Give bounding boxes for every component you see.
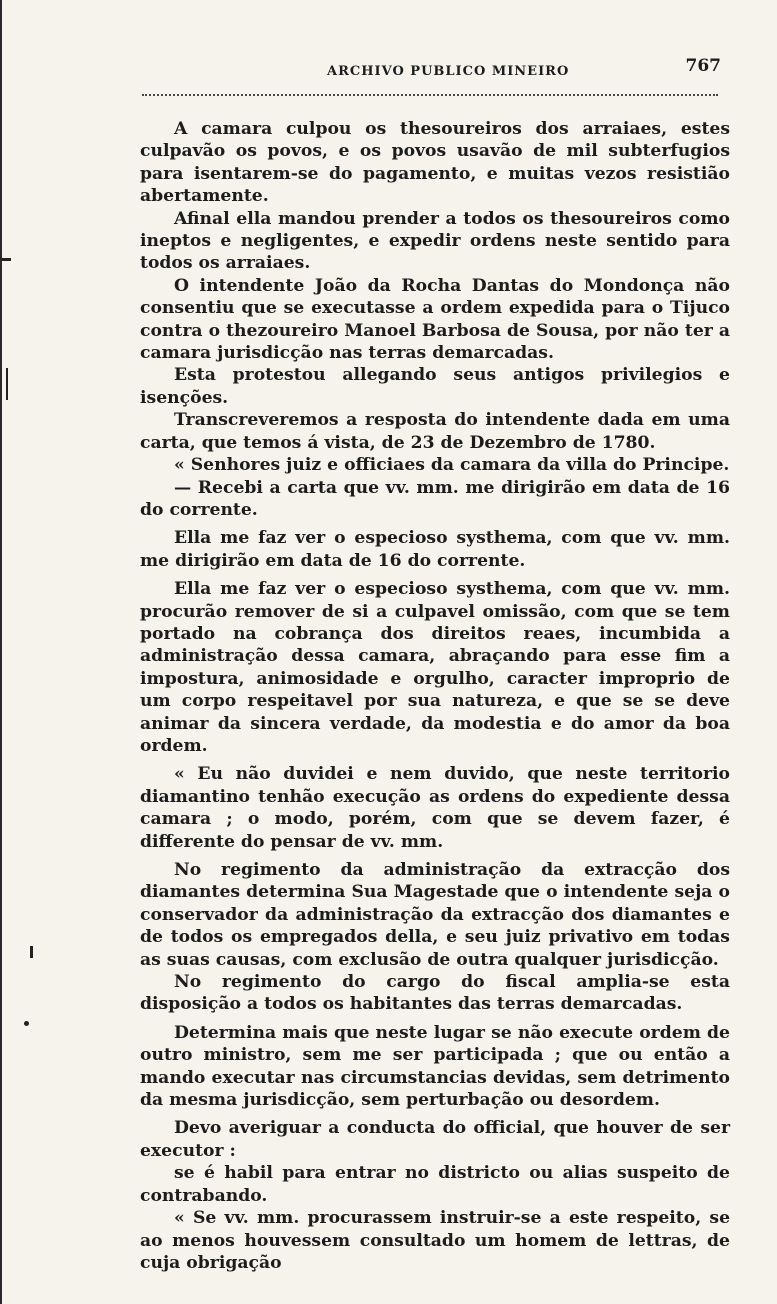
paragraph: No regimento do cargo do fiscal amplia-se esta disposição a todos os habitantes das terras demarcadas. xyxy=(140,972,730,1015)
paragraph: se é habil para entrar no districto ou alias suspeito de contrabando. xyxy=(140,1163,730,1206)
paragraph: « Eu não duvidei e nem duvido, que neste territorio diamantino tenhão execução as ordens do expediente dessa camara ; o modo, porém, com que se devem fazer, é differente do pensar de vv. mm. xyxy=(140,764,730,852)
paragraph: Ella me faz ver o especioso systhema, com que vv. mm. procurão remover de si a culpavel omissão, com que se tem portado na cobrança dos direitos reaes, incumbida a administração dessa camara, abraçando para esse fim a impostura, animosidade e orgulho, caracter improprio de um corpo respeitavel por sua natureza, e que se se deve animar da sincera verdade, da modestia e do amor da boa ordem. xyxy=(140,579,730,756)
paragraph: No regimento da administração da extracção dos diamantes determina Sua Magestade que o intendente seja o conservador da administração da extracção dos diamantes e de todos os empregados della, e seu juiz privativo em todas as suas causas, com exclusão de outra qualquer jurisdicção. xyxy=(140,860,730,970)
header-rule xyxy=(142,94,718,97)
margin-mark xyxy=(6,368,8,400)
page-number: 767 xyxy=(685,56,721,76)
paragraph: — Recebi a carta que vv. mm. me dirigirão em data de 16 do corrente. xyxy=(140,477,730,520)
running-title: ARCHIVO PUBLICO MINEIRO xyxy=(327,64,570,79)
body-text xyxy=(140,118,730,1274)
paragraph: « Senhores juiz e officiaes da camara da villa do Principe. xyxy=(174,455,730,476)
paragraph: Transcreveremos a resposta do intendente dada em uma carta, que temos á vista, de 23 de Dezembro de 1780. xyxy=(140,410,730,453)
paragraph: A camara culpou os thesoureiros dos arraiaes, estes culpavão os povos, e os povos usavão de mil subterfugios para isentarem-se do pagamento, e muitas vezos resistião abertamente. xyxy=(140,119,730,207)
paragraph: Ella me faz ver o especioso systhema, com que vv. mm. me dirigirão em data de 16 do corrente. xyxy=(140,528,730,571)
paragraph: O intendente João da Rocha Dantas do Mondonça não consentiu que se executasse a ordem expedida para o Tijuco contra o thezoureiro Manoel Barbosa de Sousa, por não ter a camara jurisdicção nas terras demarcadas. xyxy=(140,275,730,364)
paragraph: « Se vv. mm. procurassem instruir-se a este respeito, se ao menos houvessem consultado um homem de lettras, de cuja obrigação xyxy=(140,1208,730,1273)
page-binding-edge xyxy=(0,0,6,1304)
paragraph: Determina mais que neste lugar se não execute ordem de outro ministro, sem me ser participada ; que ou então a mando executar nas circumstancias devidas, sem detrimento da mesma jurisdicção, sem perturbação ou desordem. xyxy=(140,1022,730,1111)
paragraph: Devo averiguar a conducta do official, que houver de ser executor : xyxy=(140,1118,730,1161)
margin-mark xyxy=(2,258,11,261)
page-header xyxy=(142,52,727,92)
margin-mark xyxy=(24,1021,29,1026)
paragraph: Afinal ella mandou prender a todos os thesoureiros como ineptos e negligentes, e expedir ordens neste sentido para todos os arraiaes. xyxy=(140,208,730,274)
margin-mark xyxy=(30,946,33,958)
paragraph: Esta protestou allegando seus antigos privilegios e isenções. xyxy=(140,365,730,408)
